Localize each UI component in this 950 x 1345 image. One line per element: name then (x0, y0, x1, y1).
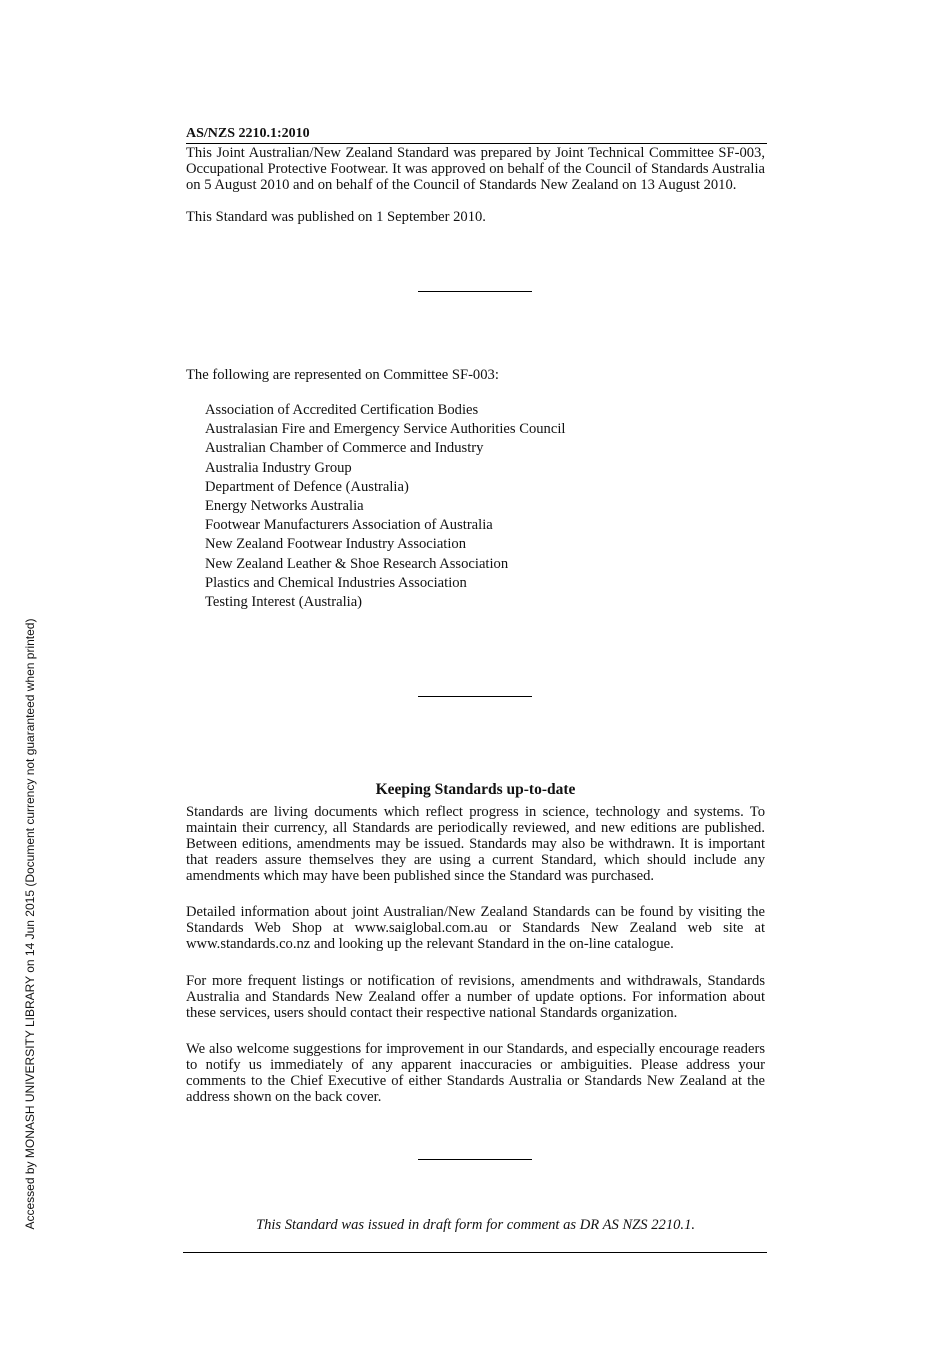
committee-member: Energy Networks Australia (205, 497, 364, 514)
keeping-standards-heading: Keeping Standards up-to-date (375, 781, 576, 798)
section-divider (418, 696, 532, 697)
committee-member: Australasian Fire and Emergency Service Authorities Council (205, 421, 566, 438)
keeping-paragraph: Standards are living documents which reflect progress in science, technology and systems. To maintain their currency, all Standards are periodically reviewed, and new editions are published. Between editions, amendments may be issued. Standards may also be withdrawn. It is important that readers assure themselves they are using a current Standard, which should include any amendments which may have been published since the Standard was purchased. (186, 804, 765, 884)
committee-member: Department of Defence (Australia) (205, 478, 409, 495)
section-divider (418, 1159, 532, 1160)
committee-member: Australia Industry Group (205, 459, 352, 476)
preparation-statement: This Joint Australian/New Zealand Standard was prepared by Joint Technical Committee SF-003, Occupational Protective Footwear. It was approved on behalf of the Council of Standards Australia on 5 August 2010 and on behalf of the Council of Standards New Zealand on 13 August 2010. (186, 145, 765, 193)
draft-note: This Standard was issued in draft form for comment as DR AS NZS 2210.1. (255, 1217, 696, 1233)
committee-member: Plastics and Chemical Industries Association (205, 574, 467, 591)
access-watermark: Accessed by MONASH UNIVERSITY LIBRARY on 14 Jun 2015 (Document currency not guaranteed when printed) (23, 618, 37, 1230)
section-divider (418, 291, 532, 292)
keeping-paragraph: We also welcome suggestions for improvement in our Standards, and especially encourage readers to notify us immediately of any apparent inaccuracies or ambiguities. Please address your comments to the Chief Executive of either Standards Australia or Standards New Zealand at the address shown on the back cover. (186, 1041, 765, 1105)
committee-member: Footwear Manufacturers Association of Australia (205, 517, 493, 534)
committee-member-list (205, 402, 565, 613)
committee-member: New Zealand Leather & Shoe Research Association (205, 555, 509, 572)
committee-member: Association of Accredited Certification Bodies (205, 402, 479, 418)
footer-rule (183, 1252, 767, 1253)
committee-intro: The following are represented on Committee SF-003: (186, 367, 499, 383)
keeping-paragraph: Detailed information about joint Australian/New Zealand Standards can be found by visiting the Standards Web Shop at www.saiglobal.com.au or Standards New Zealand web site at www.standards.co.nz and looking up the relevant Standard in the on-line catalogue. (186, 904, 765, 952)
keeping-paragraph: For more frequent listings or notification of revisions, amendments and withdrawals, Standards Australia and Standards New Zealand offer a number of update options. For information about these services, users should contact their respective national Standards organization. (186, 973, 765, 1021)
committee-member: New Zealand Footwear Industry Association (205, 536, 467, 553)
document-code: AS/NZS 2210.1:2010 (186, 126, 767, 144)
publication-statement: This Standard was published on 1 September 2010. (186, 209, 486, 225)
committee-member: Australian Chamber of Commerce and Industry (205, 440, 484, 457)
committee-member: Testing Interest (Australia) (205, 593, 363, 610)
